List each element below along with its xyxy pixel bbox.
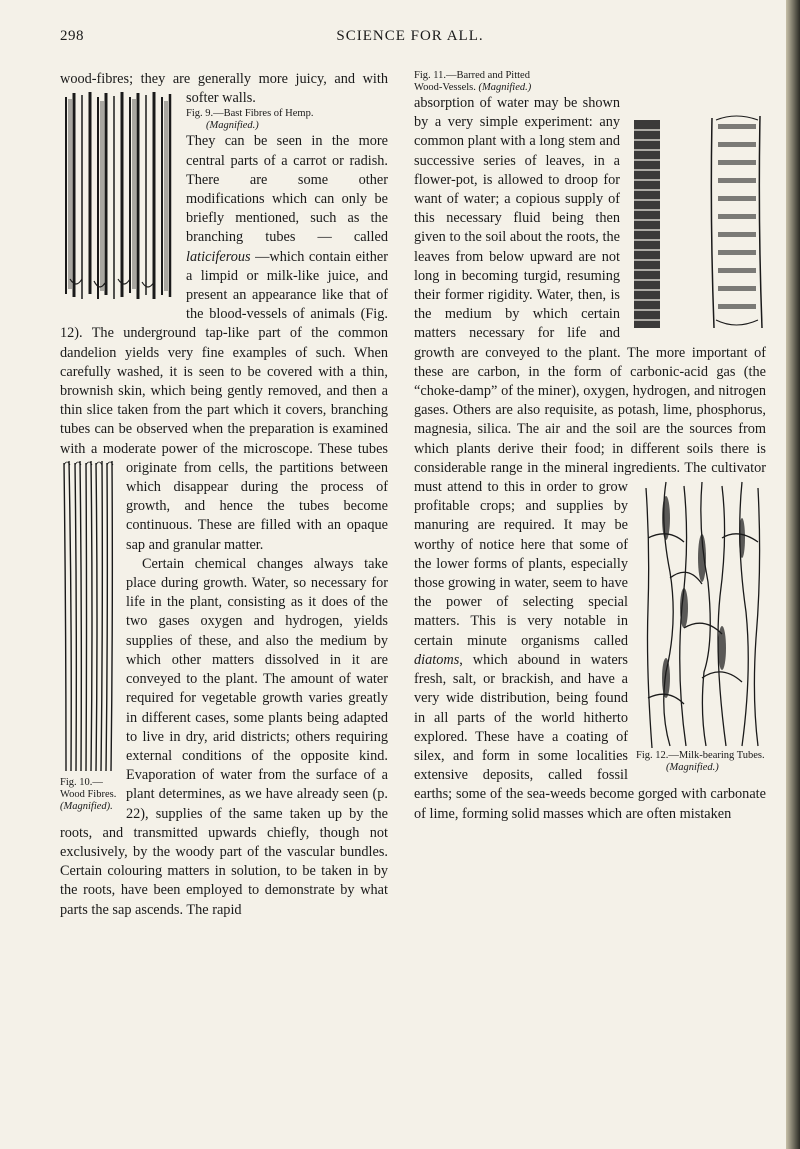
figure-12-note: (Magnified.): [666, 762, 719, 774]
page-header: [60, 28, 760, 50]
left-column: [60, 70, 388, 920]
figure-11-note: (Magnified.): [478, 82, 532, 93]
figure-10-note: (Magnified).: [60, 800, 113, 812]
figure-11-caption: [414, 70, 766, 94]
figure-10: [60, 459, 118, 813]
figure-12-illustration: [636, 478, 766, 750]
figure-9-label: Fig. 9.—Bast Fibres of Hemp.: [186, 108, 314, 120]
left-p1-text: They can be seen in the more central parts of a carrot or radish. There are some other modifications which can only be briefly mentioned, such as the branching tubes — called laticiferous —which contain either a limpid or milk-like juice, and present an appearance like that of the blood-vessels of animals (Fig. 12). The underground tap-like part of the common dandelion yields very fine examples of such. When carefully washed, it is seen to be covered with a thin, brownish skin, which being gently removed, and then a thin slice taken from the part which it covers, branching tubes can be observed when the preparation is examined with a moderate power of the microscope. These tubes originate from cells, the partitions between: [60, 133, 388, 476]
figure-12-label: Fig. 12.—Milk-bearing Tubes.: [636, 750, 765, 762]
left-paragraph-1: [60, 70, 388, 108]
running-title: SCIENCE FOR ALL.: [336, 28, 484, 44]
left-paragraph-2: Certain chemical changes always take place during growth. Water, so necessary for life in the plant, consisting as it does of the two gases oxygen and hydrogen, yields supplies of these, and also the medium by which other matters dissolved in it are conveyed to the plant. The amount of water required for vegetable growth varies greatly in different cases, some plants being adapted to live in dry, arid districts; others requiring external conditions of the opposite kind. Evaporation of water from the surface of a plant determines, as we have already seen (p. 22), supplies of the same taken up by the roots, and transmitted upwards chiefly, though not exclusively, by the woody part of the vascular bundles. Certain colouring matters in solution, to be taken in by the roots, have been employed to demonstrate by what parts the sap ascends. The rapid: [60, 555, 388, 918]
figure-12-caption: [636, 750, 766, 774]
figure-10-illustration: [60, 459, 118, 777]
left-p1-end-text: which disappear during the process of growth, and hence the tubes become continuous. These are filled with an opaque sap and granular matter.: [126, 479, 388, 553]
left-p1-start-text: wood-fibres; they are generally more juicy, and with softer walls.: [60, 71, 388, 107]
page-number: 298: [60, 28, 84, 44]
figure-11-illustration: [628, 110, 766, 335]
figure-9-illustration: [60, 89, 178, 304]
figure-11: [628, 110, 766, 335]
right-p1-text: absorption of water may be shown by a very simple experiment: any common plant with a long stem and successive series of leaves, in a flower-pot, is allowed to droop for want of water; a copious supply of this necessary fluid being then given to the soil about the roots, the leaves from below upward are not long in becoming turgid, resuming their former rigidity. Water, then, is the medium by which certain matters necessary for life and growth are conveyed to the plant. The more important of these are carbon, in the form of carbonic-acid gas (the “choke-damp” of the miner), oxygen, hydrogen, and nitrogen gases. Others are also requisite, as potash, lime, phosphorus, magnesia, silica. The air and the soil are the sources from which plants derive their food; in different soils there is considerable range in the mineral ingredients. The cultivator must attend to this in order: [414, 95, 766, 496]
figure-11-label: Fig. 11.—Barred and Pitted: [414, 70, 530, 81]
right-column: [414, 70, 766, 824]
right-p1-end-text: to grow profitable crops; and supplies by manuring are required. It may be worthy of notice here that some of the lower forms of plants, especially those growing in water, seem to have the power of selecting special matters. This is very notable in certain minute organisms called diatoms, which abound in waters fresh, salt, or brackish, and have a very wide distribution, being found in all parts of the world hitherto explored. These have a coating of silex, and form in some localities extensive deposits, called fossil earths; some of the sea-weeds become gorged with carbonate of lime, forming solid masses which are often mistaken: [414, 479, 766, 822]
figure-10-caption: [60, 777, 118, 813]
figure-10-label-2: Wood Fibres.: [60, 788, 117, 800]
figure-11-label-2: Wood-Vessels.: [414, 82, 476, 93]
figure-12: [636, 478, 766, 774]
figure-9-note: (Magnified.): [206, 120, 259, 132]
figure-9: [60, 89, 178, 304]
page-binding-edge: [786, 0, 800, 1149]
figure-10-label: Fig. 10.—: [60, 776, 103, 788]
